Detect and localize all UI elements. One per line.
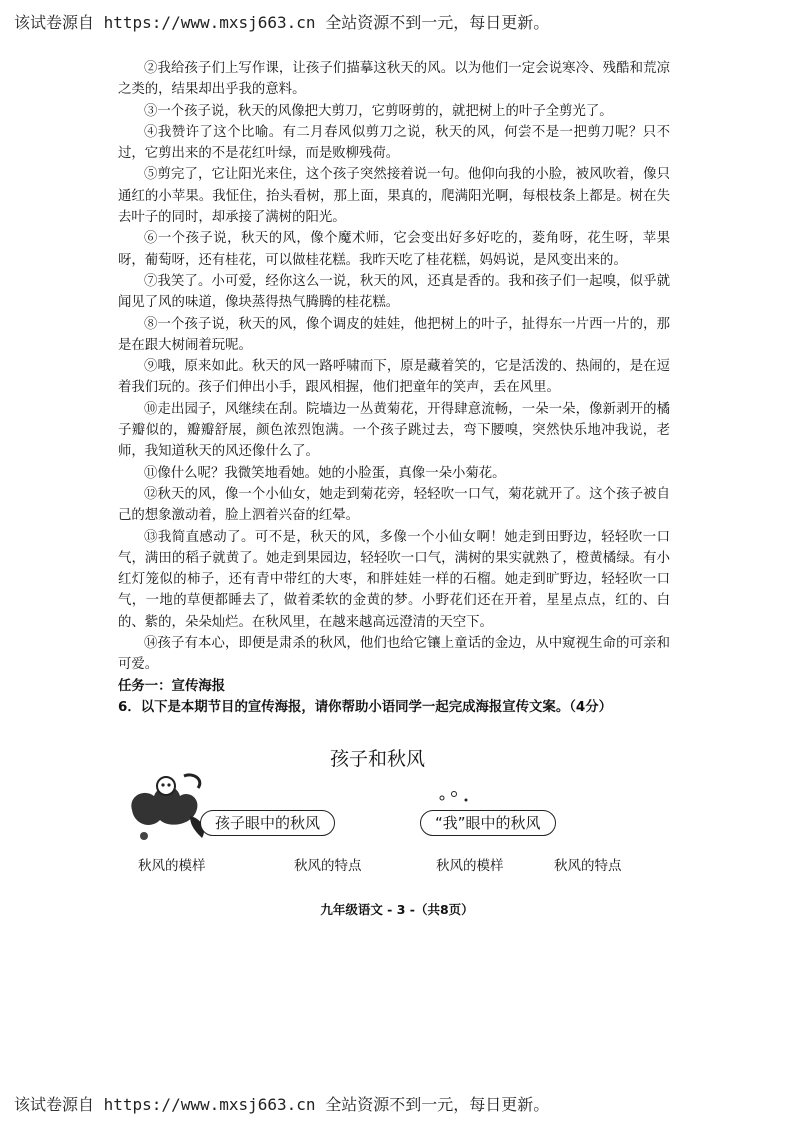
paragraph-12: ⑫秋天的风，像一个小仙女，她走到菊花旁，轻轻吹一口气，菊花就开了。这个孩子被自己的想象激动着，脸上泗着兴奋的红晕。 <box>118 486 670 524</box>
page-footer: 九年级语文 - 3 -（共8页） <box>320 902 474 917</box>
label-appearance-children: 秋风的模样 <box>138 858 206 874</box>
label-features-children: 秋风的特点 <box>294 858 362 874</box>
paragraph-10: ⑩走出园子，风继续在刮。院墙边一丛黄菊花，开得肆意流畅，一朵一朵，像新剥开的橘子瓣似的，瓣瓣舒展，颜色浓烈饱满。一个孩子跳过去，弯下腰嗅，突然快乐地冲我说，老师，我知道秋天的风还像什么了。 <box>118 401 670 460</box>
poster <box>118 740 678 880</box>
paragraph-6: ⑥一个孩子说，秋天的风，像个魔术师，它会变出好多好吃的，菱角呀，花生呀，苹果呀，葡萄呀，还有桂花，可以做桂花糕。我昨天吃了桂花糕，妈妈说，是风变出来的。 <box>118 231 670 268</box>
poster-title: 孩子和秋风 <box>330 748 426 770</box>
autumn-wind-illustration-icon <box>124 766 214 846</box>
task-heading: 任务一：宣传海报 <box>118 678 226 694</box>
paragraph-14: ⑭孩子有本心，即便是肃杀的秋风，他们也给它镶上童话的金边，从中窥视生命的可亲和可爱。 <box>118 636 670 673</box>
paragraph-7: ⑦我笑了。小可爱，经你这么一说，秋天的风，还真是香的。我和孩子们一起嗅，似乎就闻见了风的味道，像块蒸得热气腾腾的桂花糕。 <box>118 273 670 311</box>
paragraph-2: ②我给孩子们上写作课，让孩子们描摹这秋天的风。以为他们一定会说寒冷、残酷和荒凉之类的，结果却出乎我的意料。 <box>118 61 670 98</box>
paragraph-3: ③一个孩子说，秋天的风像把大剪刀，它剪呀剪的，就把树上的叶子全剪光了。 <box>144 103 613 119</box>
source-banner-bottom: 该试卷源自 https://www.mxsj663.cn 全站资源不到一元，每日更新。 <box>14 1095 550 1114</box>
label-appearance-me: 秋风的模样 <box>436 858 504 874</box>
question-6: 6．以下是本期节目的宣传海报，请你帮助小语同学一起完成海报宣传文案。（4分） <box>118 699 612 715</box>
paragraph-11: ⑪像什么呢？我微笑地看她。她的小脸蛋，真像一朵小菊花。 <box>144 465 506 481</box>
children-view-cloud: 孩子眼中的秋风 <box>200 810 335 836</box>
source-banner-top: 该试卷源自 https://www.mxsj663.cn 全站资源不到一元，每日更新。 <box>14 13 550 32</box>
label-features-me: 秋风的特点 <box>554 858 622 874</box>
paragraph-8: ⑧一个孩子说，秋天的风，像个调皮的娃娃，他把树上的叶子，扯得东一片西一片的，那是在跟大树闹着玩呢。 <box>118 316 670 353</box>
sparkle-dots-icon <box>436 788 476 808</box>
my-view-cloud: “我”眼中的秋风 <box>420 810 556 836</box>
paragraph-4: ④我赞许了这个比喻。有二月春风似剪刀之说，秋天的风，何尝不是一把剪刀呢？只不过，它剪出来的不是花红叶绿，而是败柳残荷。 <box>118 124 670 162</box>
paragraph-5: ⑤剪完了，它让阳光来住，这个孩子突然接着说一句。他仰向我的小脸，被风吹着，像只通红的小苹果。我怔住，抬头看树，那上面，果真的，爬满阳光啊，每根枝条上都是。树在失去叶子的同时，却承接了满树的阳光。 <box>118 167 670 226</box>
paragraph-9: ⑨哦，原来如此。秋天的风一路呼啸而下，原是藏着笑的，它是活泼的、热闹的，是在逗着我们玩的。孩子们伸出小手，跟风相握，他们把童年的笑声，丢在风里。 <box>118 359 670 396</box>
article-body <box>118 58 670 718</box>
paragraph-13: ⑬我简直感动了。可不是，秋天的风，多像一个小仙女啊！她走到田野边，轻轻吹一口气，满田的稻子就黄了。她走到果园边，轻轻吹一口气，满树的果实就熟了，橙黄橘绿。有小红灯笼似的柿子，还有青中带红的大枣，和胖娃娃一样的石榴。她走到旷野边，轻轻吹一口气，一地的草便都睡去了，做着柔软的金黄的梦。小野花们还在开着，星星点点，红的、白的、紫的，朵朵灿烂。在秋风里，在越来越高远澄清的天空下。 <box>118 529 670 630</box>
